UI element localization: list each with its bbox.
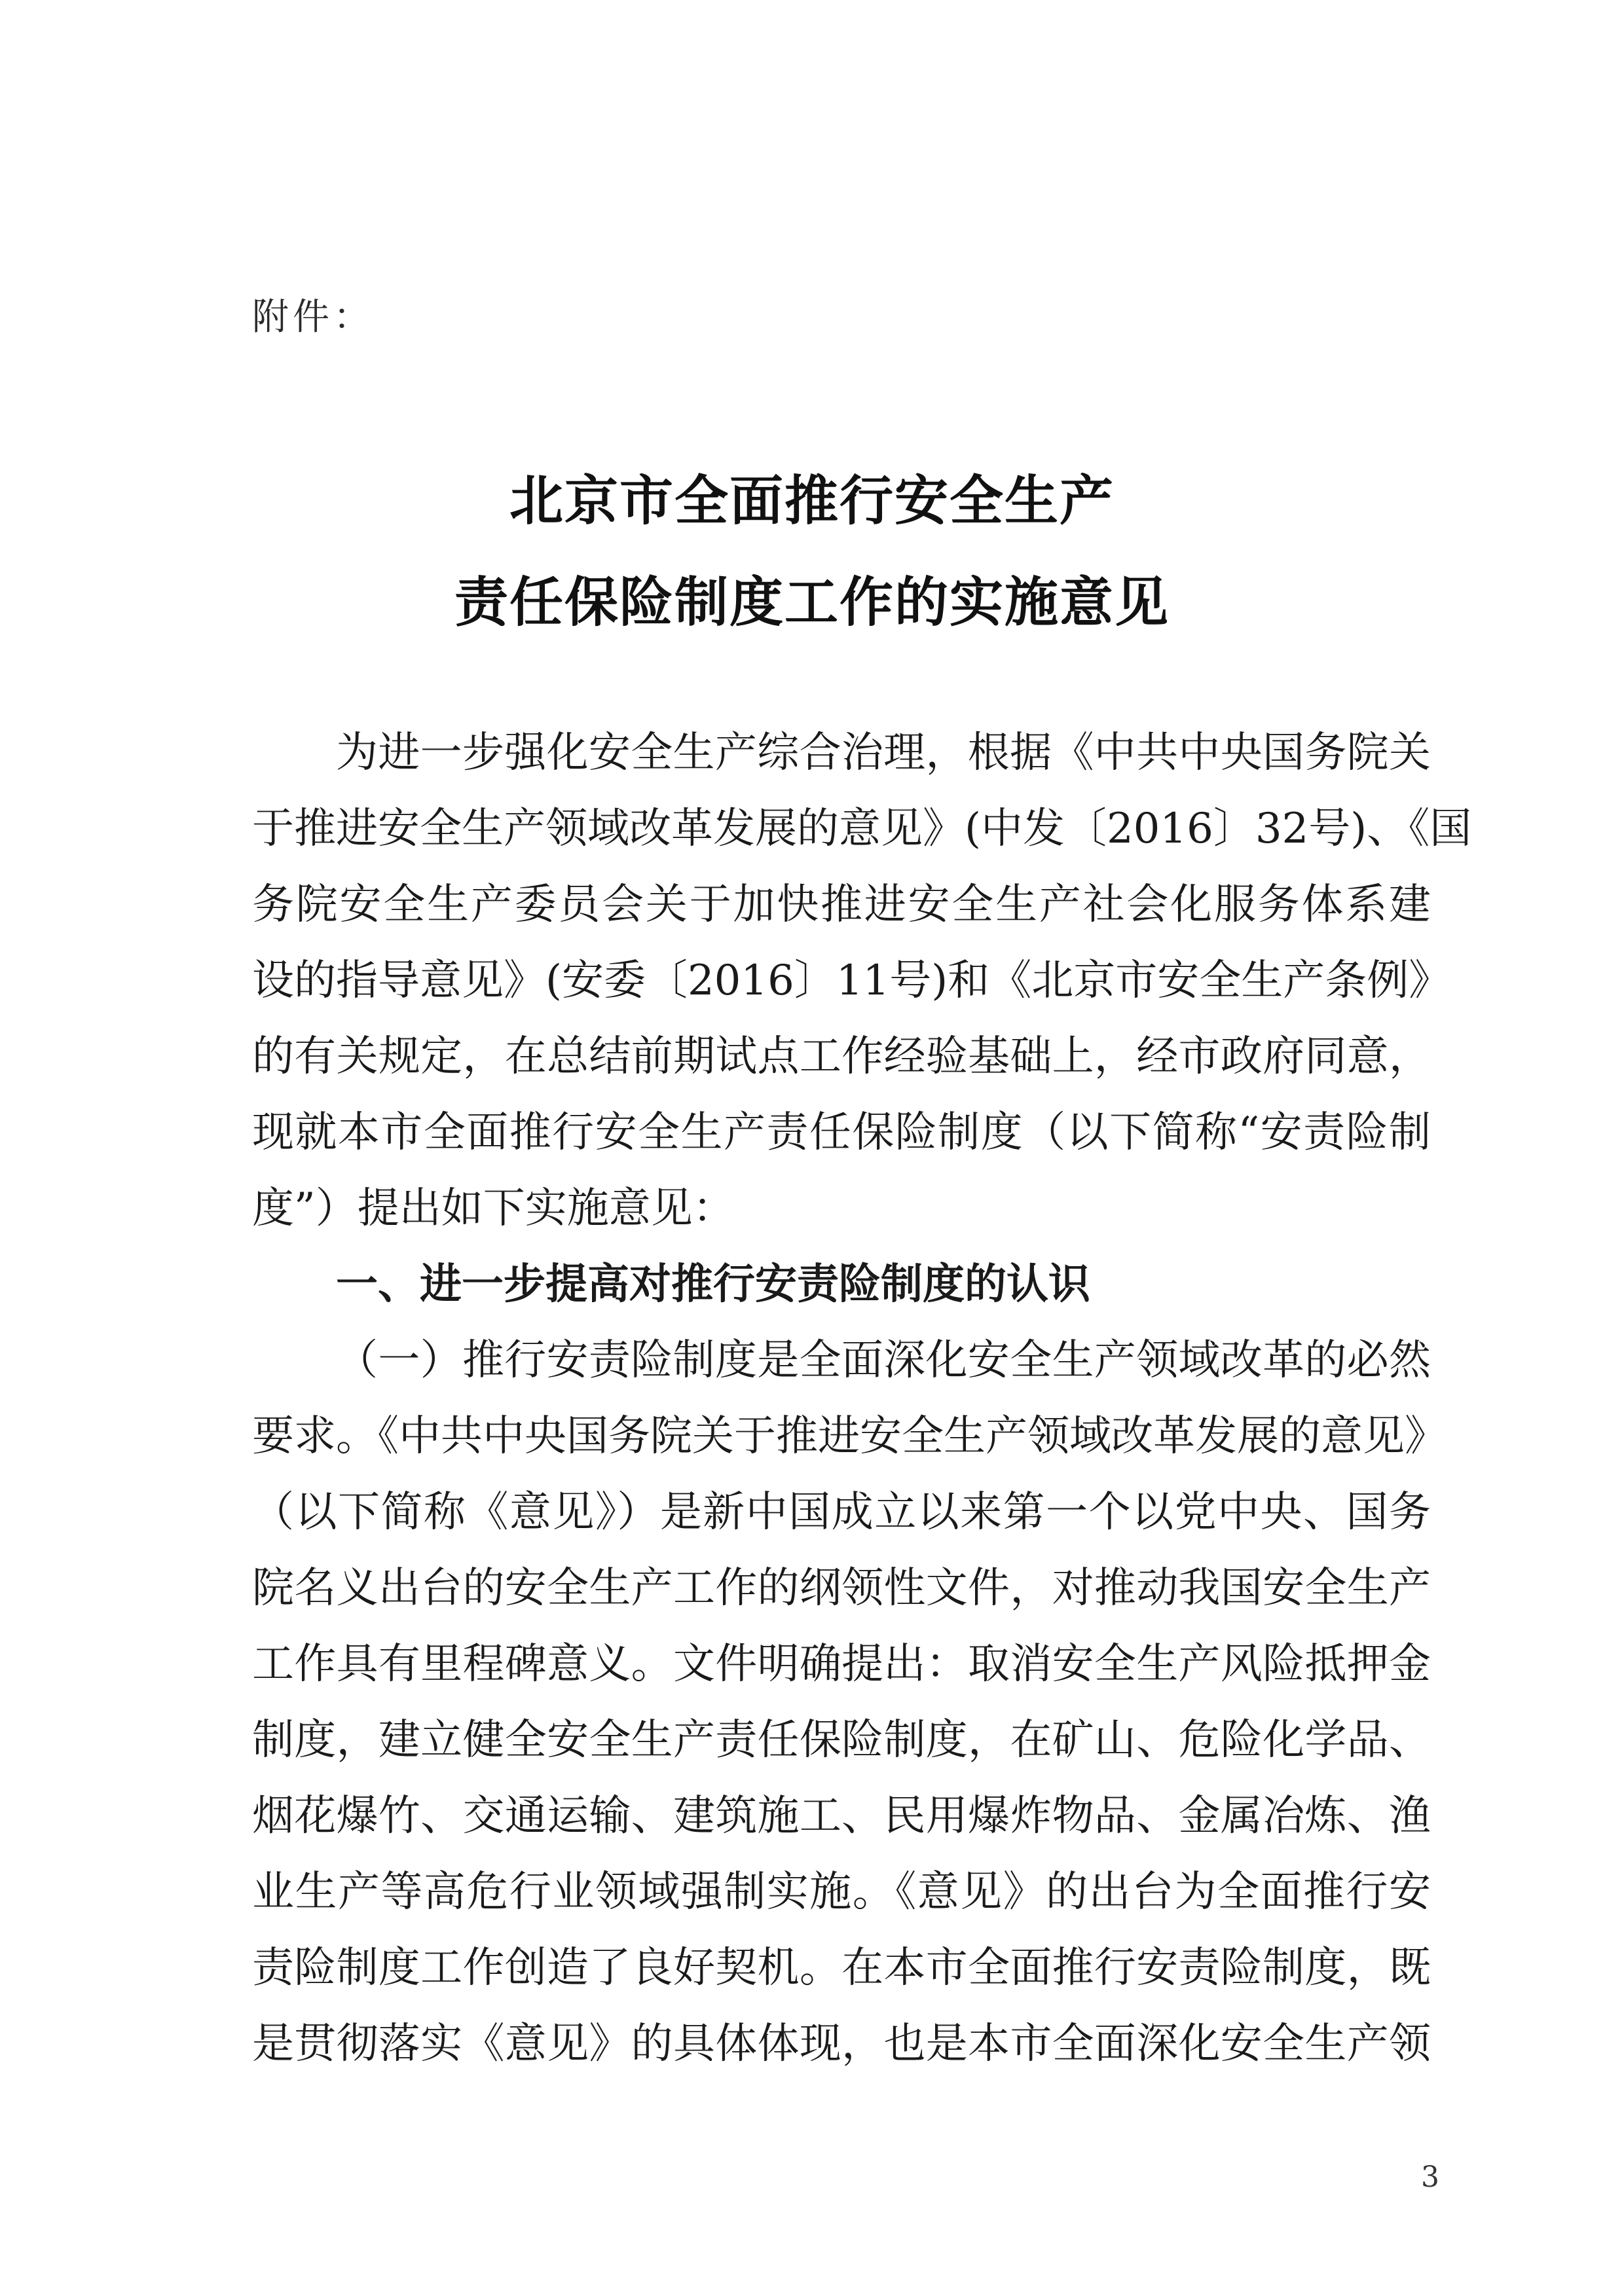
attachment-label: 附件：	[252, 296, 374, 338]
body-line: 是贯彻落实《意见》的具体体现，也是本市全面深化安全生产领	[252, 2020, 1431, 2068]
body-line: （以下简称《意见》）是新中国成立以来第一个以党中央、国务	[252, 1488, 1431, 1537]
body-line: 业生产等高危行业领域强制实施。《意见》的出台为全面推行安	[252, 1868, 1431, 1916]
body-line: 于推进安全生产领域改革发展的意见》(中发〔2016〕32号)、《国	[252, 805, 1472, 853]
body-line: 度”）提出如下实施意见：	[252, 1184, 735, 1233]
body-line: 的有关规定，在总结前期试点工作经验基础上，经市政府同意，	[252, 1032, 1431, 1081]
body-line: 院名义出台的安全生产工作的纲领性文件，对推动我国安全生产	[252, 1564, 1431, 1613]
body-line: 要求。《中共中央国务院关于推进安全生产领域改革发展的意见》	[252, 1412, 1447, 1461]
document-title-line-2: 责任保险制度工作的实施意见	[454, 572, 1170, 634]
body-line: 现就本市全面推行安全生产责任保险制度（以下简称“安责险制	[252, 1108, 1431, 1157]
section-heading: 一、进一步提高对推行安责险制度的认识	[336, 1260, 1090, 1309]
body-line: 设的指导意见》(安委〔2016〕11号)和《北京市安全生产条例》	[252, 957, 1451, 1005]
body-line: 责险制度工作创造了良好契机。在本市全面推行安责险制度，既	[252, 1944, 1431, 1992]
document-title-line-1: 北京市全面推行安全生产	[509, 470, 1115, 532]
body-line: 烟花爆竹、交通运输、建筑施工、民用爆炸物品、金属冶炼、渔	[252, 1792, 1431, 1840]
body-line: 务院安全生产委员会关于加快推进安全生产社会化服务体系建	[252, 881, 1431, 929]
body-line: 制度，建立健全安全生产责任保险制度，在矿山、危险化学品、	[252, 1716, 1431, 1764]
body-line: 工作具有里程碑意义。文件明确提出：取消安全生产风险抵押金	[252, 1640, 1431, 1688]
body-line: 为进一步强化安全生产综合治理，根据《中共中央国务院关	[336, 729, 1431, 777]
page-number: 3	[1421, 2160, 1439, 2194]
body-line: （一）推行安责险制度是全面深化安全生产领域改革的必然	[336, 1336, 1431, 1385]
